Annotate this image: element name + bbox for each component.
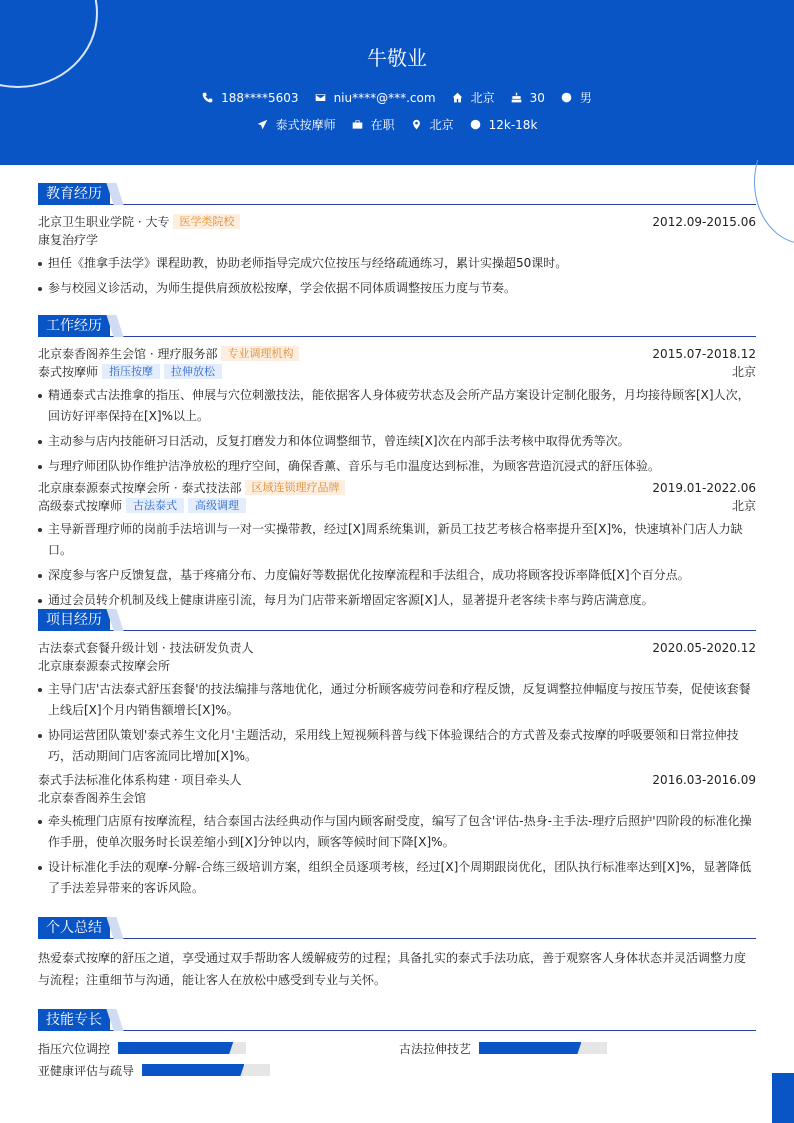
- project-header: [38, 639, 756, 657]
- skill-bar-fill: [479, 1042, 581, 1054]
- work-item: [38, 345, 756, 477]
- list-item: 与理疗师团队协作维护洁净放松的理疗空间，确保香薰、音乐与毛巾温度达到标准，为顾客营造沉浸式的舒压体验。: [38, 456, 756, 477]
- list-item: 通过会员转介机制及线上健康讲座引流，每月为门店带来新增固定客源[X]人，显著提升老客续卡率与跨店满意度。: [38, 590, 756, 611]
- skill-tag: 指压按摩: [102, 364, 160, 379]
- gender-item: [561, 89, 592, 106]
- education-section: [38, 183, 756, 299]
- candidate-name: 牛敬业: [367, 46, 427, 70]
- education-header: [38, 213, 756, 231]
- project-header: [38, 771, 756, 789]
- list-item: 主动参与店内技能研习日活动，反复打磨发力和体位调整细节，曾连续[X]次在内部手法考核中取得优秀等次。: [38, 431, 756, 452]
- work-location: 北京: [731, 499, 756, 513]
- skill-bar-fill: [118, 1042, 233, 1054]
- school-name: 北京卫生职业学院 · 大专: [38, 215, 170, 229]
- school-tag: 医学类院校: [173, 214, 240, 229]
- project-name: 泰式手法标准化体系构建 · 项目牵头人: [38, 773, 242, 787]
- role-title: 泰式按摩师: [38, 365, 99, 379]
- decorative-corner-block: [772, 1073, 794, 1123]
- gender-icon: [561, 92, 572, 103]
- section-title: 个人总结: [38, 917, 110, 939]
- education-period: 2012.09-2015.06: [652, 215, 756, 229]
- skill-bar-fill: [142, 1064, 244, 1076]
- target-city-text: 北京: [429, 118, 454, 132]
- list-item: 协同运营团队策划'泰式养生文化月'主题活动，采用线上短视频科普与线下体验课结合的方式普及泰式按摩的呼吸要领和日常拉伸技巧，活动期间门店客流同比增加[X]%。: [38, 725, 756, 767]
- list-item: 牵头梳理门店原有按摩流程，结合泰国古法经典动作与国内顾客耐受度，编写了包含'评估-热身-主手法-理疗后照护'四阶段的标准化操作手册，使单次服务时长误差缩小到[X]分钟以内，顾客等候时间下降[X]%。: [38, 811, 756, 853]
- contact-info-row: [0, 89, 794, 106]
- target-city-item: [411, 116, 454, 133]
- major: 康复治疗学: [38, 233, 99, 247]
- skill-bar: [142, 1064, 270, 1076]
- skill-tag: 高级调理: [188, 498, 246, 513]
- money-icon: [470, 119, 481, 130]
- skill-item: [399, 1039, 607, 1057]
- company-tag: 区域连锁理疗品牌: [245, 480, 345, 495]
- skill-name: 指压穴位调控: [38, 1041, 111, 1056]
- gender-text: 男: [579, 91, 592, 105]
- skill-item: [38, 1039, 246, 1057]
- section-title-bar: [38, 183, 756, 205]
- section-title: 教育经历: [38, 183, 110, 205]
- work-period: 2015.07-2018.12: [652, 347, 756, 361]
- work-location: 北京: [731, 365, 756, 379]
- role-row: [38, 363, 756, 381]
- age-text: 30: [529, 90, 545, 105]
- skill-tag: 拉伸放松: [164, 364, 222, 379]
- section-title: 工作经历: [38, 315, 110, 337]
- section-title: 技能专长: [38, 1009, 110, 1031]
- work-section: [38, 315, 756, 611]
- city-item: [452, 89, 495, 106]
- list-item: 深度参与客户反馈复盘，基于疼痛分布、力度偏好等数据优化按摩流程和手法组合，成功将顾客投诉率降低[X]个百分点。: [38, 565, 756, 586]
- project-org: 北京康泰源泰式按摩会所: [38, 659, 171, 673]
- skills-section: [38, 1009, 756, 1081]
- list-item: 担任《推拿手法学》课程助教，协助老师指导完成穴位按压与经络疏通练习，累计实操超50课时。: [38, 253, 756, 274]
- company-tag: 专业调理机构: [221, 346, 299, 361]
- role-row: [38, 497, 756, 515]
- projects-section: [38, 609, 756, 899]
- company-name: 北京康泰源泰式按摩会所 · 泰式技法部: [38, 481, 242, 495]
- email-text: niu****@***.com: [333, 90, 436, 105]
- project-period: 2016.03-2016.09: [652, 773, 756, 787]
- home-icon: [452, 92, 463, 103]
- resume-header: [0, 0, 794, 165]
- education-item: [38, 213, 756, 299]
- mail-icon: [315, 92, 326, 103]
- work-item: [38, 479, 756, 611]
- project-item: [38, 771, 756, 899]
- briefcase-icon: [352, 119, 363, 130]
- email-item: [315, 91, 436, 105]
- section-title-bar: [38, 609, 756, 631]
- status-item: [352, 116, 395, 133]
- status-text: 在职: [370, 118, 395, 132]
- section-title-bar: [38, 315, 756, 337]
- work-header: [38, 479, 756, 497]
- section-title-bar: [38, 1009, 756, 1031]
- project-item: [38, 639, 756, 767]
- project-period: 2020.05-2020.12: [652, 641, 756, 655]
- skill-item: [38, 1061, 270, 1079]
- list-item: 主导新晋理疗师的岗前手法培训与一对一实操带教，经过[X]周系统集训，新员工技艺考核合格率提升至[X]%，快速填补门店人力缺口。: [38, 519, 756, 561]
- age-item: [511, 91, 545, 105]
- company-name: 北京泰香阁养生会馆 · 理疗服务部: [38, 347, 218, 361]
- skill-bar: [118, 1042, 246, 1054]
- location-pin-icon: [411, 119, 422, 130]
- skill-name: 亚健康评估与疏导: [38, 1063, 135, 1078]
- list-item: 主导门店'古法泰式舒压套餐'的技法编排与落地优化，通过分析顾客疲劳问卷和疗程反馈，反复调整拉伸幅度与按压节奏，促使该套餐上线后[X]个月内销售额增长[X]%。: [38, 679, 756, 721]
- send-icon: [257, 119, 268, 130]
- section-title: 项目经历: [38, 609, 110, 631]
- phone-icon: [202, 92, 213, 103]
- work-header: [38, 345, 756, 363]
- job-target-item: [257, 116, 336, 133]
- project-name: 古法泰式套餐升级计划 · 技法研发负责人: [38, 641, 254, 655]
- section-title-bar: [38, 917, 756, 939]
- salary-text: 12k-18k: [488, 117, 538, 132]
- skill-tag: 古法泰式: [126, 498, 184, 513]
- job-intention-row: [0, 116, 794, 133]
- city-text: 北京: [470, 91, 495, 105]
- phone-item: [202, 91, 298, 105]
- job-target-text: 泰式按摩师: [275, 118, 336, 132]
- skill-bar: [479, 1042, 607, 1054]
- summary-section: [38, 917, 756, 991]
- salary-item: [470, 118, 538, 132]
- skill-name: 古法拉伸技艺: [399, 1041, 472, 1056]
- list-item: 参与校园义诊活动，为师生提供肩颈放松按摩，学会依据不同体质调整按压力度与节奏。: [38, 278, 756, 299]
- list-item: 精通泰式古法推拿的指压、伸展与穴位刺激技法，能依据客人身体疲劳状态及会所产品方案设计定制化服务，月均接待顾客[X]人次，回访好评率保持在[X]%以上。: [38, 385, 756, 427]
- project-org: 北京泰香阁养生会馆: [38, 791, 147, 805]
- phone-text: 188****5603: [221, 90, 299, 105]
- list-item: 设计标准化手法的观摩-分解-合练三级培训方案，组织全员逐项考核，经过[X]个周期跟岗优化，团队执行标准率达到[X]%，显著降低了手法差异带来的客诉风险。: [38, 857, 756, 899]
- work-period: 2019.01-2022.06: [652, 481, 756, 495]
- cake-icon: [511, 92, 522, 103]
- role-title: 高级泰式按摩师: [38, 499, 123, 513]
- summary-text: 热爱泰式按摩的舒压之道，享受通过双手帮助客人缓解疲劳的过程；具备扎实的泰式手法功底，善于观察客人身体状态并灵活调整力度与流程；注重细节与沟通，能让客人在放松中感受到专业与关怀。: [38, 951, 747, 987]
